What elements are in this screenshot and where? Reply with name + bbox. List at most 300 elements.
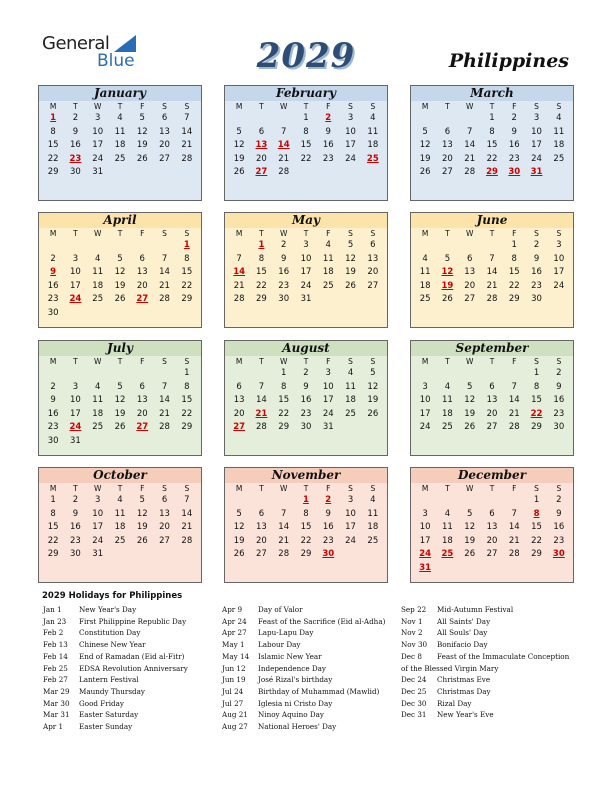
weekday-label: S [162,102,167,111]
day-cell: 31 [322,422,334,433]
weekday-label: W [279,229,288,238]
empty-day-cell [250,367,272,381]
holiday-name: Easter Saturday [79,710,139,720]
weekday-label: F [512,357,517,366]
empty-day-cell [362,421,384,435]
empty-day-cell [228,112,250,126]
holiday-entry [401,698,569,710]
day-cell: 3 [533,113,540,123]
weekday-label: F [140,229,145,238]
holiday-name: New Year's Eve [437,710,494,720]
holiday-date: May 1 [222,640,245,650]
empty-day-cell [339,293,361,307]
week-row [225,139,387,153]
day-cell: 28 [159,294,170,305]
day-cell: 13 [233,395,245,406]
weekday-label: M [421,229,429,238]
holiday-name: All Souls' Day [437,628,488,638]
day-cell: 25 [345,408,356,419]
day-cell: 15 [486,140,498,151]
week-row [411,112,573,126]
day-cell: 11 [345,381,356,392]
day-cell: 5 [117,381,123,392]
empty-day-cell [273,494,295,508]
weekday-label: F [140,102,145,111]
empty-day-cell [153,367,175,381]
day-cell: 13 [159,126,170,137]
day-cell: 14 [181,126,193,137]
day-cell: 25 [419,294,431,305]
day-cell: 1 [511,240,517,250]
day-cell: 30 [47,307,59,318]
day-cell: 22 [531,535,542,546]
day-cell: 30 [278,294,290,305]
day-cell: 4 [325,240,331,250]
weekday-label: T [259,357,264,366]
day-cell: 10 [70,395,81,406]
week-row [411,153,573,167]
day-cell: 15 [508,267,520,278]
day-cell: 16 [553,395,565,406]
day-cell: 17 [419,408,431,419]
weekday-label: T [73,229,78,238]
day-cell: 19 [114,408,126,419]
day-cell: 5 [236,126,242,137]
day-cell: 29 [300,549,312,560]
day-cell: 9 [72,126,79,137]
day-cell: 12 [136,126,148,137]
holiday-date: Mar 30 [43,698,70,708]
weekday-label: S [370,484,376,493]
week-row [39,153,201,167]
empty-day-cell [153,307,175,321]
day-cell: 14 [486,267,498,278]
day-cell: 14 [159,267,170,278]
holiday-date: Jan 23 [43,616,67,626]
day-cell: 27 [464,294,476,305]
holiday-date: Apr 27 [222,628,247,638]
day-cell: 15 [181,267,193,278]
week-row [39,253,201,267]
day-cell: 21 [181,140,193,151]
holiday-name: Easter Sunday [79,722,133,732]
holiday-entry [43,698,188,710]
month-july [38,340,202,456]
holiday-date: Feb 13 [43,640,68,650]
weekday-label: T [117,484,123,493]
holiday-name: Good Friday [79,698,124,708]
week-row [225,266,387,280]
empty-day-cell [436,367,458,381]
empty-day-cell [131,307,153,321]
day-cell: 13 [367,253,379,264]
day-cell: 3 [303,240,309,250]
holiday-name: Birthday of Muhammad (Mawlid) [258,686,380,696]
day-cell: 25 [92,422,104,433]
holiday-entry [401,663,569,675]
day-cell: 21 [159,280,170,291]
holiday-day: 12 [441,267,454,278]
day-cell: 21 [508,408,520,419]
day-cell: 5 [422,126,428,137]
holiday-date: Dec 30 [401,698,427,708]
weekday-header [411,356,573,367]
holiday-column [222,604,385,733]
holiday-date: Feb 2 [43,628,64,638]
week-row [411,494,573,508]
day-cell: 8 [489,126,495,137]
day-cell: 29 [181,422,193,433]
holiday-date: Aug 27 [222,722,248,732]
week-row [225,367,387,381]
day-cell: 28 [278,549,290,560]
day-cell: 22 [47,535,59,546]
holiday-day: 31 [530,167,543,178]
holiday-entry [222,721,385,733]
weekday-label: S [370,102,376,111]
day-cell: 8 [184,381,190,392]
empty-day-cell [436,494,458,508]
weekday-label: T [489,229,495,238]
holiday-day: 2 [325,495,332,505]
day-cell: 13 [486,395,498,406]
empty-day-cell [250,494,272,508]
day-cell: 24 [322,408,334,419]
empty-day-cell [131,166,153,180]
day-cell: 21 [181,522,193,533]
empty-day-cell [459,239,481,253]
day-cell: 30 [300,422,312,433]
day-cell: 8 [50,508,56,519]
day-cell: 13 [486,522,498,533]
day-cell: 27 [486,422,498,433]
day-cell: 8 [511,253,517,264]
week-row [225,421,387,435]
holiday-entry [401,639,569,651]
week-row [225,394,387,408]
day-cell: 9 [325,126,331,137]
day-cell: 12 [233,522,245,533]
holiday-date: Feb 25 [43,663,68,673]
day-cell: 8 [533,381,540,392]
day-cell: 28 [159,422,170,433]
weekday-label: S [556,102,562,111]
week-row [225,153,387,167]
day-cell: 3 [72,381,79,392]
empty-day-cell [87,239,109,253]
day-cell: 1 [280,368,287,378]
week-row [39,239,201,253]
month-february [224,85,388,201]
day-cell: 23 [322,535,334,546]
day-cell: 27 [486,549,498,560]
day-cell: 6 [489,381,495,392]
day-cell: 16 [70,140,81,151]
day-cell: 12 [464,395,476,406]
day-cell: 3 [422,381,428,392]
holiday-name: Feast of the Sacrifice (Eid al-Adha) [258,616,386,626]
day-cell: 9 [556,508,562,519]
empty-day-cell [414,239,436,253]
day-cell: 25 [367,535,379,546]
day-cell: 10 [345,508,356,519]
day-cell: 28 [181,153,193,164]
day-cell: 26 [367,408,379,419]
day-cell: 29 [256,294,267,305]
weekday-label: W [465,229,474,238]
empty-day-cell [87,367,109,381]
holiday-entry [222,709,385,721]
day-cell: 26 [419,167,431,178]
day-cell: 16 [531,267,542,278]
day-cell: 28 [256,422,267,433]
day-cell: 8 [258,253,265,264]
holiday-entry [222,663,385,675]
week-row [225,508,387,522]
week-row [225,535,387,549]
day-cell: 22 [256,280,267,291]
empty-day-cell [525,562,547,576]
day-cell: 29 [47,549,59,560]
day-cell: 25 [114,535,126,546]
empty-day-cell [503,367,525,381]
calendar-year: 2029 [256,36,356,76]
holiday-name: Lapu-Lapu Day [258,628,314,638]
day-cell: 7 [511,508,517,519]
weekday-label: M [421,357,429,366]
weekday-header [411,101,573,112]
day-cell: 5 [370,368,376,378]
day-cell: 6 [258,508,265,519]
holiday-entry [222,674,385,686]
week-row [39,521,201,535]
empty-day-cell [64,307,86,321]
day-cell: 5 [444,253,451,264]
weekday-label: M [421,484,429,493]
holiday-date: Nov 30 [401,640,428,650]
holiday-name: All Saints' Day [437,616,491,626]
country-name: Philippines [448,50,569,72]
empty-day-cell [87,435,109,449]
weekday-header [225,483,387,494]
holiday-name: Day of Valor [258,605,303,614]
day-cell: 19 [419,153,431,164]
holiday-entry [401,651,569,663]
day-cell: 10 [70,267,81,278]
day-cell: 2 [511,113,517,123]
month-may [224,212,388,328]
empty-day-cell [64,239,86,253]
day-cell: 18 [92,408,104,419]
day-cell: 23 [47,294,59,305]
holiday-day: 19 [441,280,454,291]
holiday-entry [43,639,188,651]
week-row [411,166,573,180]
month-title: December [411,468,573,483]
holiday-day: 1 [183,240,190,250]
holiday-date: Dec 24 [401,675,427,685]
weekday-label: S [556,229,562,238]
day-cell: 7 [511,381,517,392]
holiday-entry [43,721,188,733]
holiday-name: First Philippine Republic Day [79,616,187,626]
holiday-name: Labour Day [258,640,301,650]
empty-day-cell [481,367,503,381]
month-august [224,340,388,456]
week-row [39,166,201,180]
weekday-label: T [303,229,309,238]
day-cell: 18 [322,267,334,278]
day-cell: 17 [70,408,81,419]
day-cell: 20 [256,535,267,546]
holiday-date: Sep 22 [401,605,427,614]
holiday-date: May 14 [222,651,250,661]
holiday-name: Rizal Day [437,698,472,708]
weekday-header [39,356,201,367]
day-cell: 18 [345,395,356,406]
weekday-label: W [279,484,288,493]
day-cell: 13 [136,267,148,278]
day-cell: 27 [442,167,453,178]
weekday-label: W [465,102,474,111]
holiday-name: End of Ramadan (Eid al-Fitr) [79,651,185,661]
holiday-day: 13 [255,140,268,151]
day-cell: 18 [114,140,126,151]
day-cell: 10 [419,395,431,406]
holiday-day: 23 [69,153,82,164]
day-cell: 12 [367,381,379,392]
holiday-day: 1 [303,495,309,505]
day-cell: 11 [92,395,104,406]
day-cell: 23 [70,535,81,546]
day-cell: 20 [136,280,148,291]
day-cell: 31 [70,435,81,446]
holiday-entry [401,686,569,698]
week-row [411,126,573,140]
day-cell: 12 [136,508,148,519]
week-row [39,494,201,508]
day-cell: 28 [508,549,520,560]
day-cell: 4 [347,368,354,378]
holiday-name: Christmas Eve [437,675,491,685]
empty-day-cell [459,367,481,381]
empty-day-cell [339,548,361,562]
weekday-label: W [93,484,102,493]
weekday-header [39,228,201,239]
day-cell: 5 [117,253,123,264]
day-cell: 27 [159,153,170,164]
holiday-date: Mar 29 [43,686,70,696]
day-cell: 11 [367,508,379,519]
weekday-label: W [465,357,474,366]
holiday-entry [43,709,188,721]
week-row [39,266,201,280]
weekday-label: S [370,229,376,238]
day-cell: 9 [303,381,309,392]
month-title: March [411,86,573,101]
day-cell: 5 [466,508,473,519]
week-row [39,548,201,562]
week-row [411,421,573,435]
day-cell: 8 [50,126,56,137]
day-cell: 6 [466,253,473,264]
week-row [39,421,201,435]
day-cell: 13 [464,267,476,278]
holiday-date: Feb 27 [43,675,68,685]
holiday-entry [43,663,188,675]
day-cell: 1 [184,368,190,378]
day-cell: 10 [322,381,334,392]
holiday-name: Feast of the Immaculate Conception [437,651,570,661]
holiday-entry [222,639,385,651]
weekday-label: T [73,102,78,111]
holiday-entry [43,651,188,663]
day-cell: 20 [159,522,170,533]
day-cell: 3 [422,508,428,519]
day-cell: 1 [533,495,540,505]
empty-day-cell [548,562,570,576]
day-cell: 17 [553,267,565,278]
day-cell: 15 [47,522,59,533]
month-january [38,85,202,201]
day-cell: 4 [444,508,451,519]
holiday-entry [43,627,188,639]
week-row [225,494,387,508]
day-cell: 12 [419,140,431,151]
empty-day-cell [153,239,175,253]
holiday-entry [43,674,188,686]
holiday-day: 29 [486,167,498,178]
month-title: August [225,341,387,356]
day-cell: 17 [322,395,334,406]
holiday-name: Constitution Day [79,628,141,638]
logo-word-blue: Blue [97,51,135,71]
holiday-name: New Year's Day [79,605,137,614]
day-cell: 2 [50,381,56,392]
empty-day-cell [362,548,384,562]
weekday-label: M [49,229,57,238]
day-cell: 15 [300,140,312,151]
empty-day-cell [176,435,198,449]
day-cell: 25 [442,422,453,433]
day-cell: 11 [322,253,334,264]
empty-day-cell [459,112,481,126]
day-cell: 23 [553,535,565,546]
day-cell: 17 [92,140,104,151]
holiday-day: 9 [50,267,57,278]
day-cell: 21 [278,153,290,164]
weekday-label: S [184,102,190,111]
day-cell: 10 [300,253,312,264]
day-cell: 15 [300,522,312,533]
day-cell: 26 [233,167,245,178]
week-row [39,367,201,381]
day-cell: 20 [486,408,498,419]
holiday-day: 24 [69,294,82,305]
empty-day-cell [414,494,436,508]
holiday-date: Jul 24 [222,686,244,696]
day-cell: 25 [114,153,126,164]
weekday-label: T [117,229,123,238]
day-cell: 3 [347,113,354,123]
holiday-date: Apr 1 [43,722,64,732]
weekday-label: M [49,357,57,366]
day-cell: 3 [94,495,101,505]
day-cell: 20 [233,408,245,419]
week-row [225,548,387,562]
holiday-entry [401,674,569,686]
day-cell: 20 [136,408,148,419]
